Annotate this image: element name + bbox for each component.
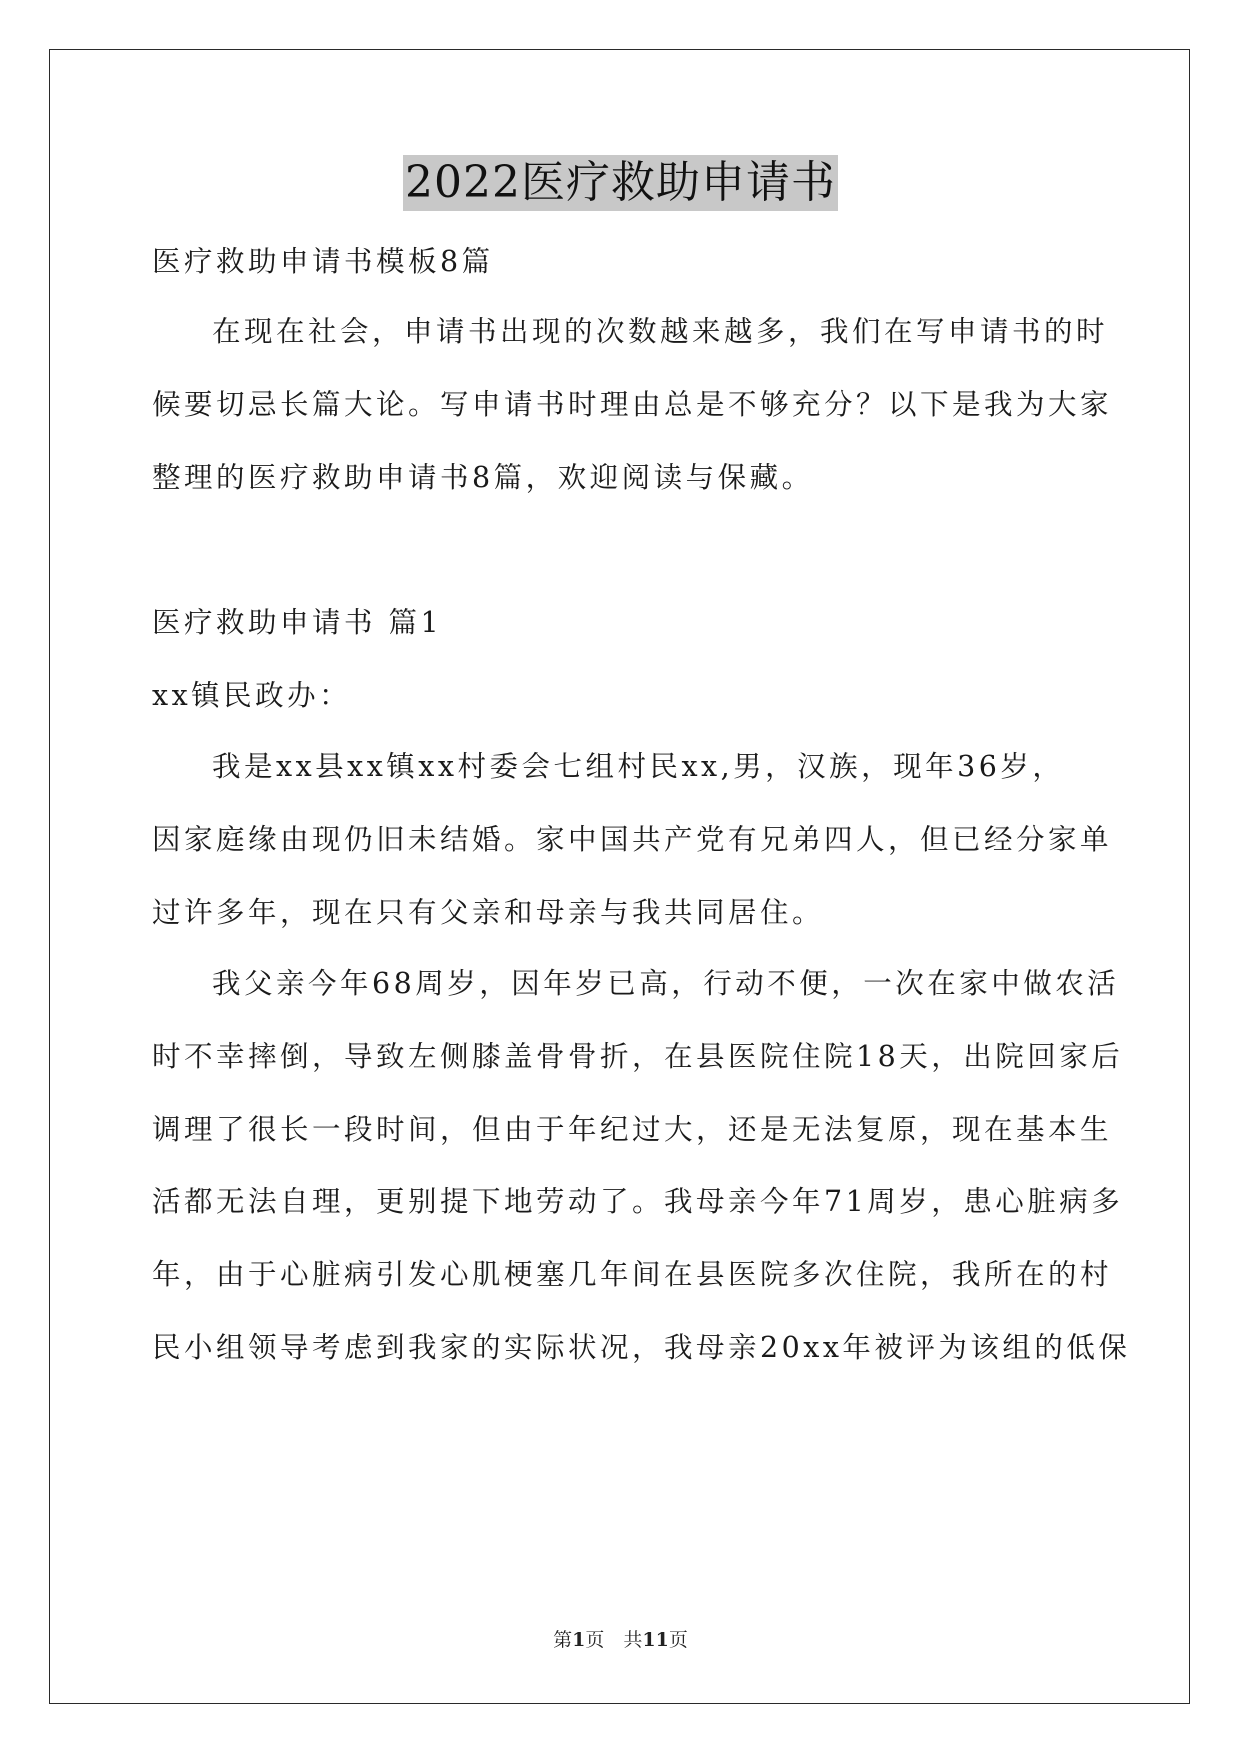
section-heading: 医疗救助申请书 篇1	[152, 606, 443, 639]
page-number-prefix: 第	[553, 1629, 573, 1651]
intro-line-2: 候要切忌长篇大论。写申请书时理由总是不够充分？以下是我为大家	[152, 388, 1113, 421]
page-footer	[0, 1628, 1241, 1652]
para2-line-1: 我父亲今年68周岁，因年岁已高，行动不便，一次在家中做农活	[212, 967, 1120, 1000]
intro-line-1: 在现在社会，申请书出现的次数越来越多，我们在写申请书的时	[212, 315, 1109, 348]
document-title: 2022医疗救助申请书	[403, 155, 838, 211]
page-number-current: 1	[572, 1629, 586, 1651]
page-border	[49, 49, 1190, 1704]
page-number-mid: 页 共	[585, 1629, 643, 1651]
para2-line-5: 年，由于心脏病引发心肌梗塞几年间在县医院多次住院，我所在的村	[152, 1258, 1113, 1291]
page-number-suffix: 页	[668, 1629, 688, 1651]
page-number-total: 11	[642, 1629, 669, 1651]
para1-line-2: 因家庭缘由现仍旧未结婚。家中国共产党有兄弟四人，但已经分家单	[152, 823, 1113, 856]
para1-line-3: 过许多年，现在只有父亲和母亲与我共同居住。	[152, 896, 825, 929]
para2-line-3: 调理了很长一段时间，但由于年纪过大，还是无法复原，现在基本生	[152, 1113, 1113, 1146]
title-container	[0, 155, 1241, 211]
para2-line-2: 时不幸摔倒，导致左侧膝盖骨骨折，在县医院住院18天，出院回家后	[152, 1040, 1124, 1073]
document-subtitle: 医疗救助申请书模板8篇	[152, 245, 494, 278]
intro-line-3: 整理的医疗救助申请书8篇，欢迎阅读与保藏。	[152, 461, 814, 494]
salutation: xx镇民政办：	[152, 679, 352, 712]
para2-line-4: 活都无法自理，更别提下地劳动了。我母亲今年71周岁，患心脏病多	[152, 1185, 1124, 1218]
para1-line-1: 我是xx县xx镇xx村委会七组村民xx,男，汉族，现年36岁，	[212, 750, 1065, 783]
para2-line-6: 民小组领导考虑到我家的实际状况，我母亲20xx年被评为该组的低保	[152, 1331, 1131, 1364]
